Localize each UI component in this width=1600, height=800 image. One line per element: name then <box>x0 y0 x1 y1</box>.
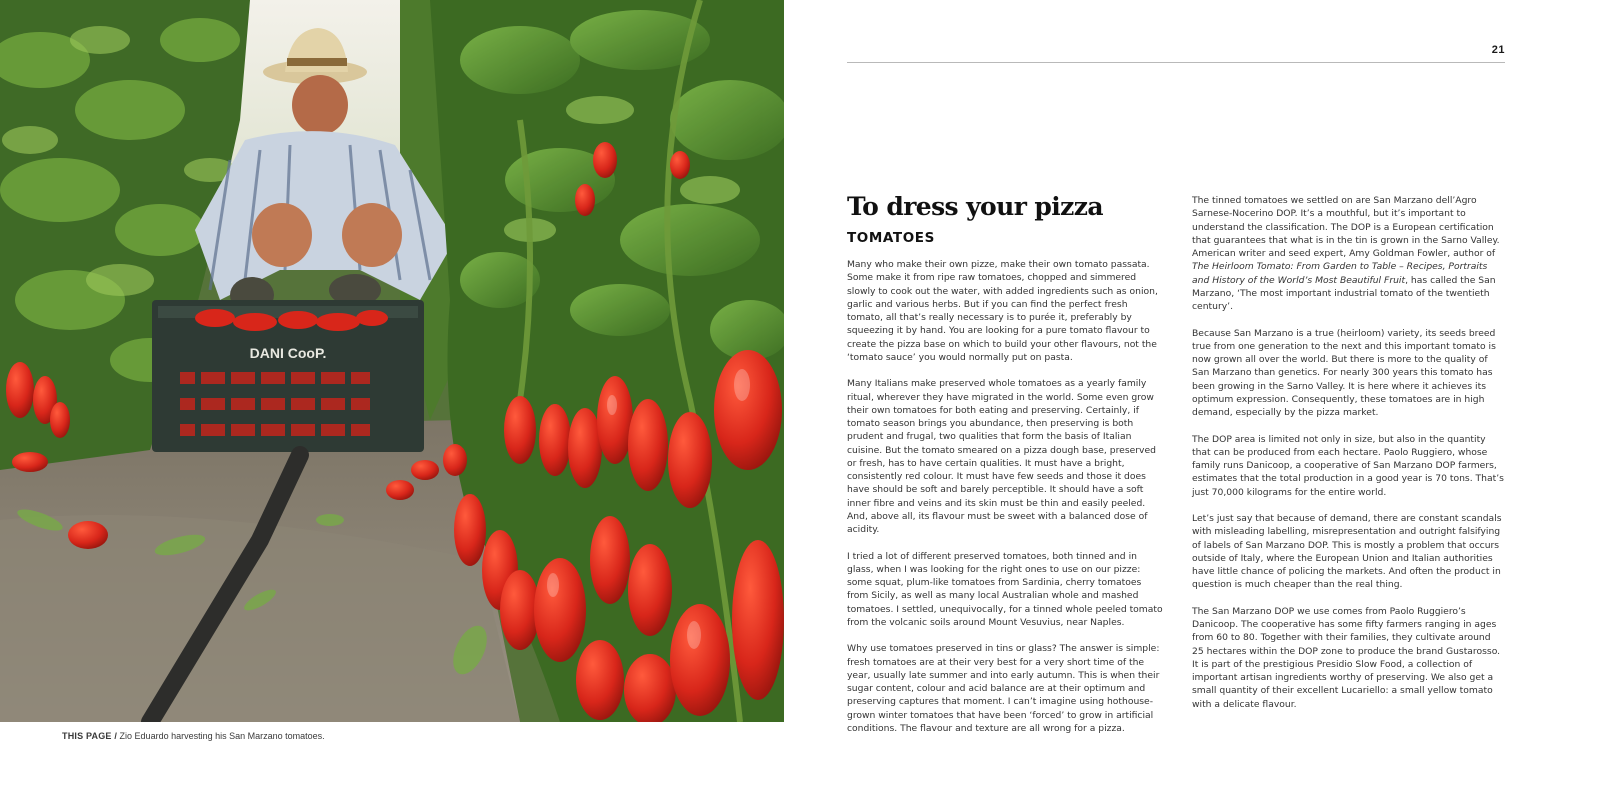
article-subheading: TOMATOES <box>847 230 935 246</box>
article-left-column <box>847 258 1163 735</box>
body-paragraph: Because San Marzano is a true (heirloom) variety, its seeds breed true from one generation to the next and this important tomato is now grown all over the world. But there is more to the quality of San Marzano than genetics. For nearly 300 years this tomato has been growing in the Sarno Valley. It is here where it achieves its optimum expression. Consequently, these tomatoes are in high demand, especially by the pizza market. <box>1192 327 1496 418</box>
body-paragraph: Let’s just say that because of demand, there are constant scandals with misleading labelling, misrepresentation and outright falsifying of labels of San Marzano DOP. This is mostly a problem that occurs outside of Italy, where the European Union and Italian authorities have little chance of policing the markets. And often the product in question is much cheaper than the real thing. <box>1192 513 1502 591</box>
header-rule <box>847 62 1505 63</box>
paragraph-text: The tinned tomatoes we settled on are San Marzano dell’Agro Sarnese-Nocerino DOP. It’s a mouthful, but it’s important to understand the classification. The DOP is a European certification that guarantees that what is in the tin is grown in the Sarno Valley. American writer and seed expert, Amy Goldman Fowler, author of <box>1192 195 1500 259</box>
body-paragraph: Many Italians make preserved whole tomatoes as a yearly family ritual, wherever they have migrated in the world. Some even grow their own tomatoes for both eating and preserving. Certainly, if tomato season brings you abundance, then preserving is both prudent and frugal, two qualities that form the basis of Italian cuisine. But the tomato smeared on a pizza dough base, preserved or fresh, has to have certain qualities. It must have a bright, consistently red colour. It must have few seeds and those it does have should be soft and barely perceptible. It should have a soft inner fibre and veins and its skin must be thin and easily peeled. And, above all, its flavour must be sweet with a balanced dose of acidity. <box>847 378 1156 535</box>
photo-caption <box>62 731 325 741</box>
body-paragraph <box>1192 194 1505 313</box>
photo-illustration <box>0 0 784 722</box>
book-title: The Heirloom Tomato: From Garden to Table – Recipes, Portraits and History of the World’s Most Beautiful Fruit <box>1192 261 1488 286</box>
paragraph-text: , has called the San Marzano, ‘The most important industrial tomato of the twentieth century’. <box>1192 274 1496 312</box>
caption-label: THIS PAGE / <box>62 731 118 741</box>
body-paragraph: Many who make their own pizze, make their own tomato passata. Some make it from ripe raw tomatoes, chopped and simmered slowly to cook out the water, with added ingredients such as onion, garlic and various herbs. But if you can find the perfect fresh tomato, all that’s really necessary is to purée it, preferably by squeezing it by hand. You are looking for a pure tomato flavour to create the pizza base on which to build your other flavours, not the ‘tomato sauce’ you would normally put on pasta. <box>847 259 1158 363</box>
body-paragraph: The DOP area is limited not only in size, but also in the quantity that can be produced from each hectare. Paolo Ruggiero, whose family runs Danicoop, a cooperative of San Marzano DOP farmers, estimates that the total production in a good year is 70 tons. That’s just 70,000 kilograms for the entire world. <box>1192 433 1504 498</box>
page-number: 21 <box>1491 44 1505 56</box>
crate-label: DANI CooP. <box>249 345 327 361</box>
article-heading: To dress your pizza <box>847 192 1103 221</box>
body-paragraph: Why use tomatoes preserved in tins or glass? The answer is simple: fresh tomatoes are at their very best for a very short time of the year, usually late summer and into early autumn. This is when their sugar content, colour and acid balance are at their optimum and preserving captures that moment. I can’t imagine using hothouse-grown winter tomatoes that have been ‘forced’ to grow in artificial conditions. The flavour and texture are all wrong for a pizza. <box>847 643 1160 734</box>
body-paragraph: The San Marzano DOP we use comes from Paolo Ruggiero’s Danicoop. The cooperative has some fifty farmers ranging in ages from 60 to 80. Together with their families, they cultivate around 25 hectares within the DOP zone to produce the brand Gustarosso. It is part of the prestigious Presidio Slow Food, a collection of important artisan ingredients worthy of preserving. We also get a small quantity of their excellent Lucariello: a small yellow tomato with a delicate flavour. <box>1192 605 1501 710</box>
caption-text: Zio Eduardo harvesting his San Marzano tomatoes. <box>117 731 325 741</box>
tomato-harvest-photo <box>0 0 784 722</box>
article-right-column <box>1192 194 1505 711</box>
body-paragraph: I tried a lot of different preserved tomatoes, both tinned and in glass, when I was looking for the right ones to use on our pizze: some squat, plum-like tomatoes from Sardinia, cherry tomatoes from Sicily, as well as many local Australian whole and mashed tomatoes. I settled, unequivocally, for a tinned whole peeled tomato from the volcanic soils around Mount Vesuvius, near Naples. <box>847 550 1163 628</box>
harvest-crate <box>152 300 424 452</box>
